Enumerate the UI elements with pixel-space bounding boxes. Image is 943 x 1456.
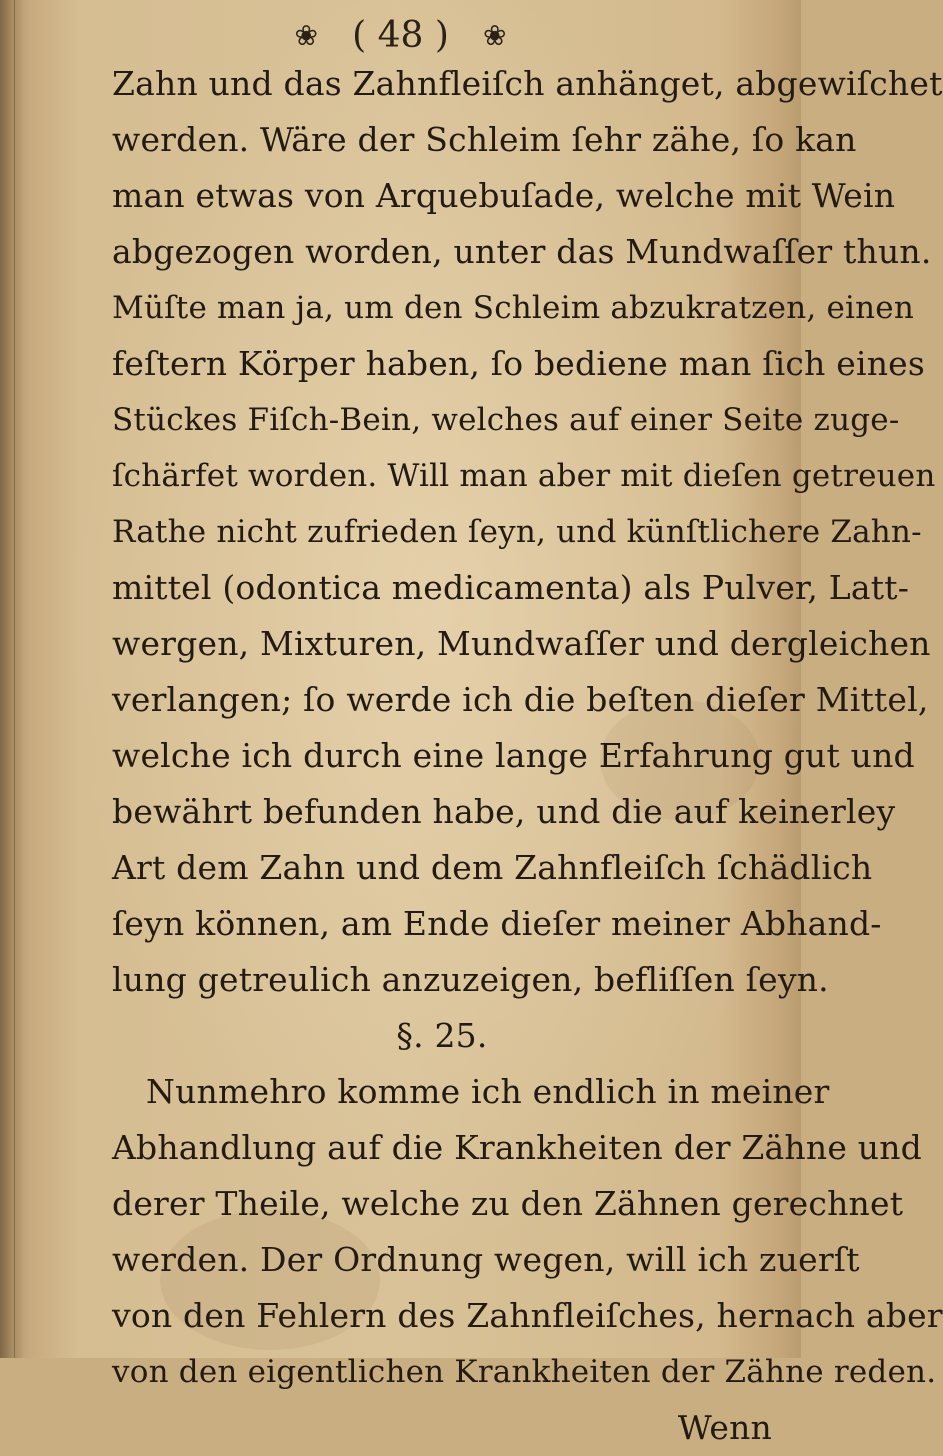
text-line: Stückes Fiſch-Bein, welches auf einer Seite zuge- — [112, 402, 900, 438]
text-line: verlangen; ſo werde ich die beſten dieſer Mittel, — [112, 680, 929, 719]
text-line: ſeyn können, am Ende dieſer meiner Abhand- — [112, 904, 882, 943]
text-line: Zahn und das Zahnfleiſch anhänget, abgewiſchet — [112, 64, 943, 103]
text-line: werden. Der Ordnung wegen, will ich zuerſt — [112, 1240, 860, 1279]
text-line: ſchärfet worden. Will man aber mit dieſen getreuen — [112, 458, 936, 494]
text-line: Art dem Zahn und dem Zahnfleiſch ſchädlich — [112, 848, 873, 887]
section-heading: §. 25. — [396, 1016, 488, 1055]
text-line: werden. Wäre der Schleim ſehr zähe, ſo kan — [112, 120, 857, 159]
text-line: feſtern Körper haben, ſo bediene man ſich eines — [112, 344, 926, 383]
binding-gutter — [0, 0, 24, 1358]
text-line: man etwas von Arquebuſade, welche mit Wein — [112, 176, 896, 215]
page-header — [0, 8, 801, 56]
text-line: mittel (odontica medicamenta) als Pulver, Latt- — [112, 568, 910, 607]
flower-ornament-icon: ❀ — [294, 18, 318, 52]
page-number: ( 48 ) — [352, 14, 449, 56]
body-text — [112, 56, 943, 1456]
text-line: wergen, Mixturen, Mundwaſſer und dergleichen — [112, 624, 931, 663]
text-line: Müſte man ja, um den Schleim abzukratzen, einen — [112, 290, 915, 326]
text-line: welche ich durch eine lange Erfahrung gut und — [112, 736, 915, 775]
text-line: von den Fehlern des Zahnfleiſches, hernach aber — [112, 1296, 943, 1335]
page-edge — [14, 0, 15, 1358]
text-line: Rathe nicht zufrieden ſeyn, und künſtlichere Zahn- — [112, 514, 922, 550]
catchword: Wenn — [677, 1408, 772, 1447]
text-line: abgezogen worden, unter das Mundwaſſer thun. — [112, 232, 932, 271]
text-line: Nunmehro komme ich endlich in meiner — [146, 1072, 830, 1111]
text-line: bewährt befunden habe, und die auf keinerley — [112, 792, 896, 831]
text-line: lung getreulich anzuzeigen, befliſſen ſeyn. — [112, 960, 829, 999]
text-line: derer Theile, welche zu den Zähnen gerechnet — [112, 1184, 904, 1223]
text-line: Abhandlung auf die Krankheiten der Zähne und — [112, 1128, 922, 1167]
flower-ornament-icon: ❀ — [482, 18, 507, 52]
text-line: von den eigentlichen Krankheiten der Zähne reden. — [112, 1354, 937, 1390]
